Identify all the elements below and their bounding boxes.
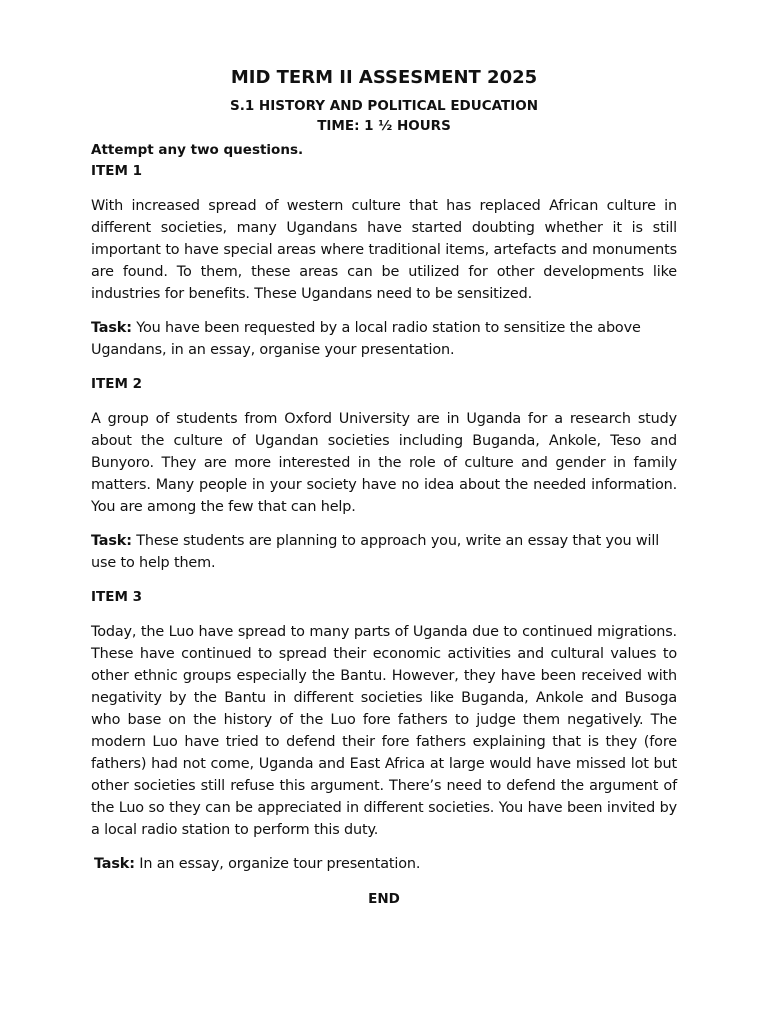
item-3-task-label: Task: [94,856,135,872]
exam-subject: S.1 HISTORY AND POLITICAL EDUCATION [229,98,539,114]
item-3-body: Today, the Luo have spread to many parts of Uganda due to continued migrations. These have continued to spread their economic activities and cultural values to other ethnic groups especially the Bantu. However, they have been received with negativity by the Bantu in different societies like Buganda, Ankole and Busoga who base on the history of the Luo fore fathers to judge them negatively. The modern Luo have tried to defend their fore fathers explaining that is they (fore fathers) had not come, Uganda and East Africa at large would have missed lot but other societies still refuse this argument. There’s need to defend the argument of the Luo so they can be appreciated in different societies. You have been invited by a local radio station to perform this duty. [91,624,677,838]
item-2-task [91,530,677,574]
exam-instructions: Attempt any two questions. [91,142,304,158]
exam-title: MID TERM II ASSESMENT 2025 [230,67,538,88]
item-1-task [91,317,677,361]
item-2-task-text: These students are planning to approach you, write an essay that you will use to help them. [91,533,660,571]
item-3-heading: ITEM 3 [91,589,142,605]
item-2-heading: ITEM 2 [91,376,142,392]
item-1-task-label: Task: [91,320,132,336]
item-3-task-text: In an essay, organize tour presentation. [134,856,421,872]
item-2-body: A group of students from Oxford University are in Uganda for a research study about the culture of Ugandan societies including Buganda, Ankole, Teso and Bunyoro. They are more interested in the role of culture and gender in family matters. Many people in your society have no idea about the needed information. You are among the few that can help. [91,411,677,515]
item-1-body: With increased spread of western culture that has replaced African culture in different societies, many Ugandans have started doubting whether it is still important to have special areas where traditional items, artefacts and monuments are found. To them, these areas can be utilized for other developments like industries for benefits. These Ugandans need to be sensitized. [91,198,677,302]
item-2-task-label: Task: [91,533,132,549]
exam-time: TIME: 1 ½ HOURS [317,118,451,134]
item-3-task [91,853,677,875]
item-1-task-text: You have been requested by a local radio station to sensitize the above Ugandans, in an essay, organise your presentation. [91,320,641,358]
item-1-heading: ITEM 1 [91,163,142,179]
exam-end: END [368,891,400,907]
